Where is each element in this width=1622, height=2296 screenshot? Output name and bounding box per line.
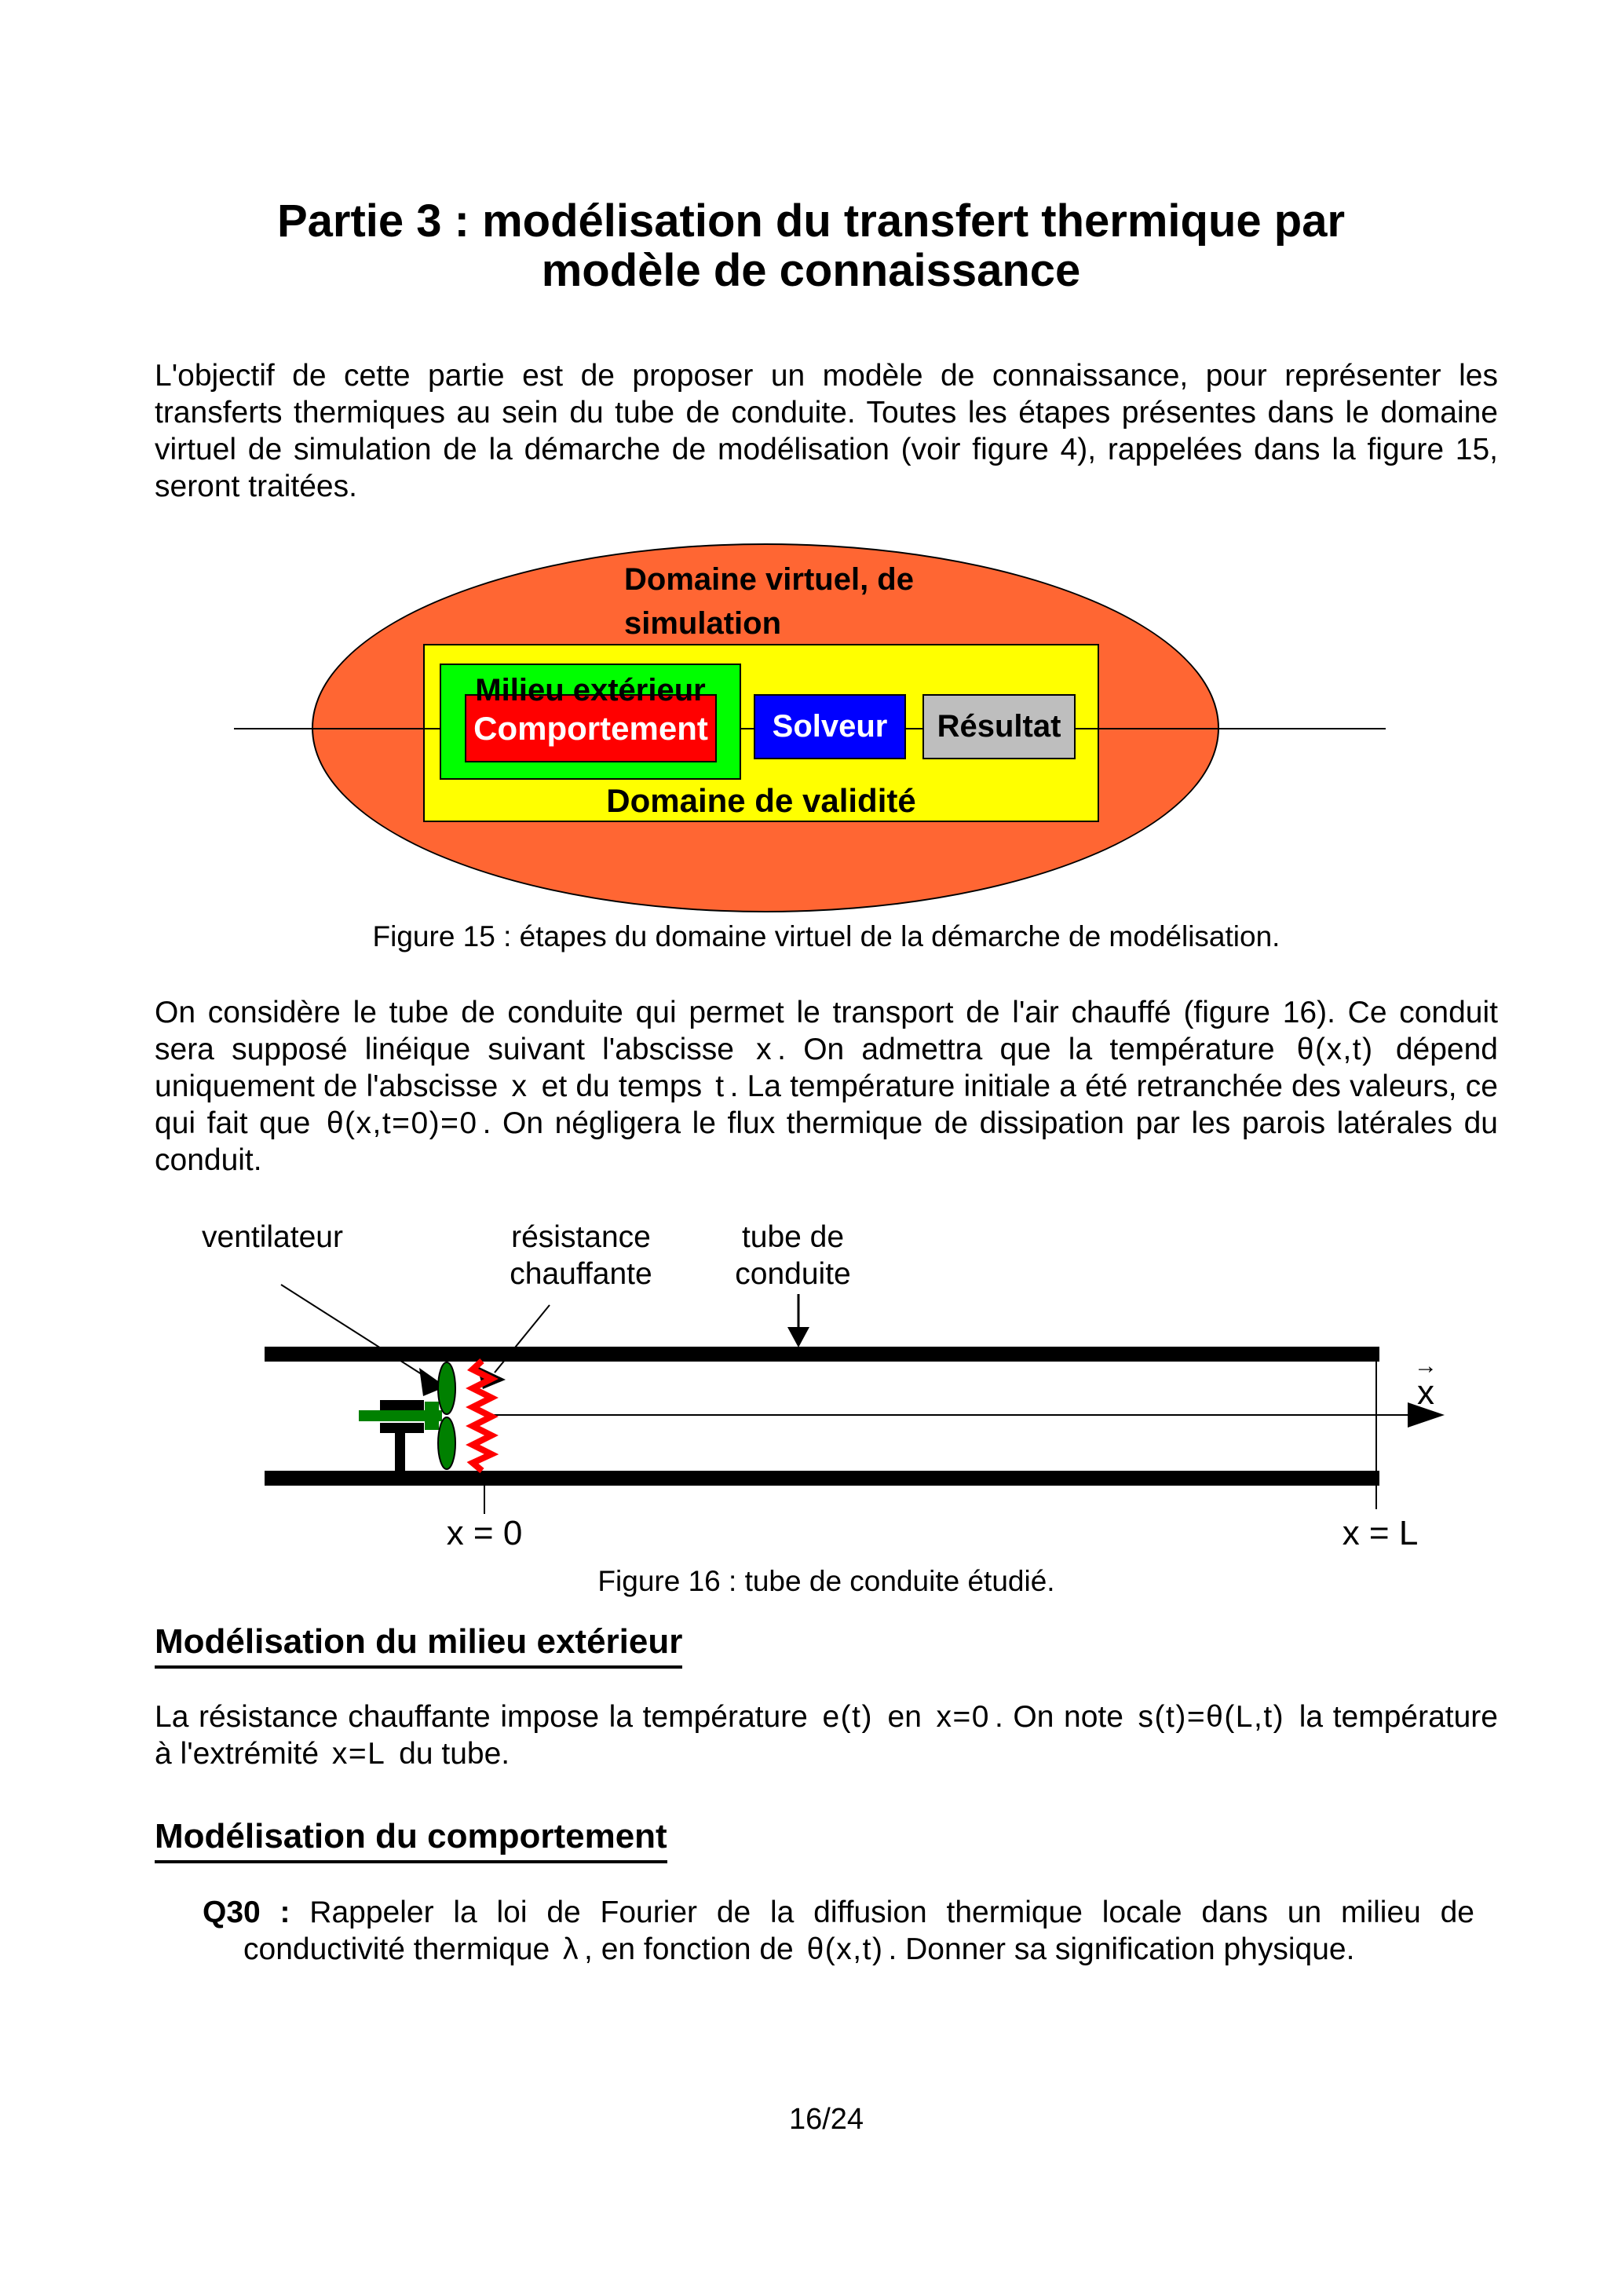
behaviour-box-label: Comportement [473,709,708,747]
tube-bottom-wall [265,1471,1379,1486]
x0-label: x = 0 [446,1514,523,1552]
tube-top-wall [265,1347,1379,1362]
tube-label-arrowhead-icon [787,1327,809,1347]
fan-stand [395,1433,405,1471]
vector-letter: x [1417,1373,1434,1412]
heading-milieu-exterieur: Modélisation du milieu extérieur [155,1622,682,1669]
tube-label-line2: conduite [735,1257,851,1291]
exterior-box-label: Milieu extérieur [475,673,706,707]
heading-comportement: Modélisation du comportement [155,1817,667,1863]
ellipse-label-line2: simulation [624,606,782,641]
x-vector-label [1402,1353,1449,1412]
page-title [118,196,1504,295]
intro-paragraph: L'objectif de cette partie est de proposer un modèle de connaissance, pour représenter les transferts thermiques au sein du tube de conduite. Toutes les étapes présentes dans le domaine virtuel de simulation de la démarche de modélisation (voir figure 4), rappelées dans la figure 15, seront traitées. [155,359,1498,503]
ellipse-label-line1: Domaine virtuel, de [624,562,914,597]
resistance-label-line1: résistance [511,1220,651,1254]
figure15-result-box [922,694,1076,759]
resistance-label [502,1219,659,1292]
page-number: 16/24 [788,2103,864,2136]
fan-leader-line [281,1285,424,1376]
fan-motor-bottom [380,1423,424,1433]
result-box-label: Résultat [937,709,1061,744]
question-q30: Q30 : Rappeler la loi de Fourier de la diffusion thermique locale dans un milieu de conductivité thermique λ , en fonction de θ(x,t) . Donner sa signification physique. [203,1896,1474,1966]
resistance-label-line2: chauffante [510,1257,652,1291]
heating-resistance-zigzag [473,1361,491,1471]
figure15-caption: Figure 15 : étapes du domaine virtuel de la démarche de modélisation. [372,920,1280,952]
page-title-line1: Partie 3 : modélisation du transfert thermique par [276,196,1346,247]
fan-motor-top [380,1400,424,1410]
figure16-caption: Figure 16 : tube de conduite étudié. [597,1565,1055,1597]
tube-paragraph: On considère le tube de conduite qui permet le transport de l'air chauffé (figure 16). Ce conduit sera supposé linéique suivant l'abscisse x . On admettra que la température θ(x,t) dépend uniquement de l'abscisse x et du temps t . La température initiale a été retranchée des valeurs, ce qui fait que θ(x,t=0)=0 . On négligera le flux thermique de dissipation par les parois latérales du conduit. [155,996,1498,1177]
resistance-leader-line [495,1305,550,1373]
validity-domain-label: Domaine de validité [606,782,916,819]
fan-hub [425,1402,439,1430]
figure15-ellipse-label [624,558,914,645]
milieu-paragraph: La résistance chauffante impose la température e(t) en x=0 . On note s(t)=θ(L,t) la température à l'extrémité x=L du tube. [155,1700,1498,1771]
xL-label: x = L [1342,1514,1419,1552]
vector-arrow-icon: → [1414,1353,1438,1379]
tube-label [714,1219,871,1292]
page-title-line2: modèle de connaissance [541,245,1081,296]
solver-box-label: Solveur [772,709,888,744]
fan-blade-bottom [438,1417,455,1469]
tube-label-line1: tube de [741,1220,845,1254]
fan-blade-top [438,1362,455,1414]
fan-label: ventilateur [202,1220,343,1254]
figure15-solver-box [754,694,906,759]
